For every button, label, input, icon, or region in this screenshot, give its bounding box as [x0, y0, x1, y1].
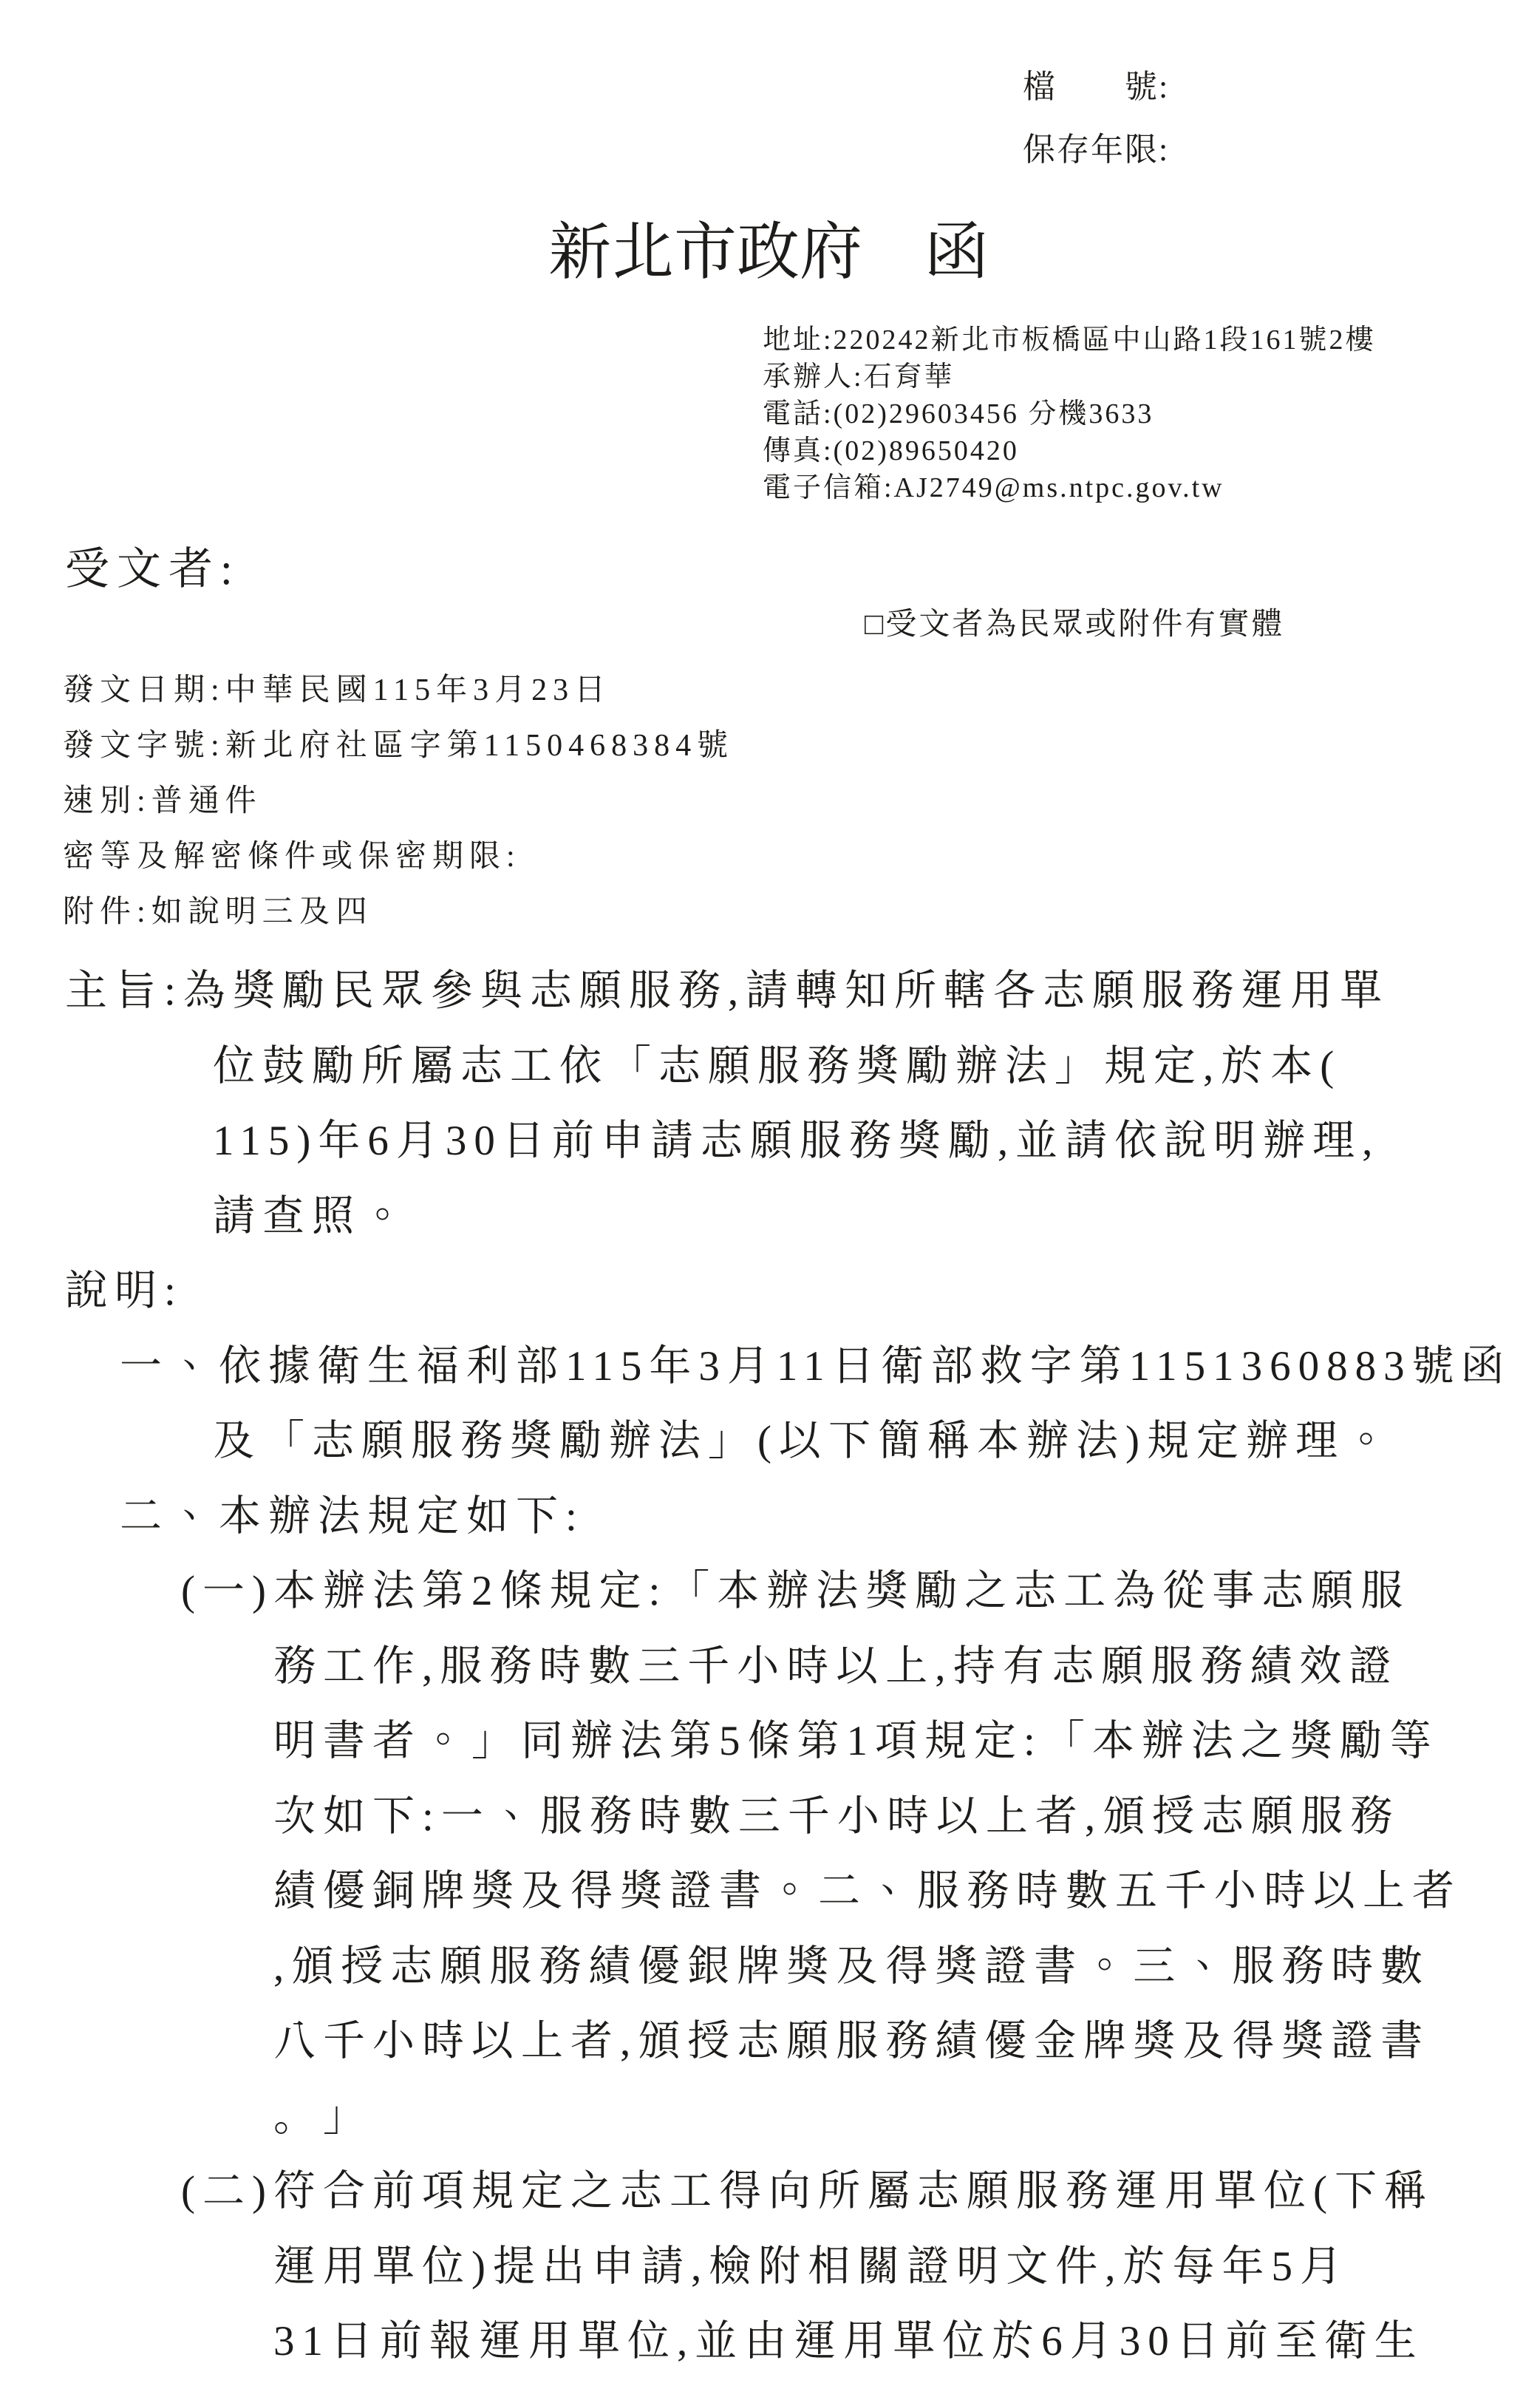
body-line: 主旨:為獎勵民眾參與志願服務,請轉知所轄各志願服務運用單 — [65, 968, 1390, 1014]
metadata-line: 附件:如說明三及四 — [63, 895, 373, 929]
retention-period-label: 保存年限: — [1023, 132, 1170, 168]
contact-email: 電子信箱:AJ2749@ms.ntpc.gov.tw — [763, 472, 1224, 503]
body-line: ,頒授志願服務績優銀牌獎及得獎證書。三、服務時數 — [273, 1942, 1431, 1990]
body-line: 八千小時以上者,頒授志願服務績優金牌獎及得獎證書 — [273, 2018, 1431, 2064]
metadata-line: 發文字號:新北府社區字第1150468384號 — [63, 729, 735, 763]
body-line: 說明: — [65, 1268, 183, 1314]
metadata-line: 發文日期:中華民國115年3月23日 — [63, 673, 612, 707]
body-line: (二)符合前項規定之志工得向所屬志願服務運用單位(下稱 — [181, 2168, 1434, 2214]
body-line: 明書者。」同辦法第5條第1項規定:「本辦法之獎勵等 — [273, 1718, 1439, 1764]
document-title: 新北市政府 函 — [548, 218, 989, 288]
body-line: 31日前報運用單位,並由運用單位於6月30日前至衛生 — [273, 2318, 1424, 2365]
contact-block — [763, 322, 1376, 506]
body-line: 績優銅牌獎及得獎證書。二、服務時數五千小時以上者 — [273, 1868, 1462, 1914]
contact-phone: 電話:(02)29603456 分機3633 — [763, 398, 1154, 429]
body-line: 及「志願服務獎勵辦法」(以下簡稱本辦法)規定辦理。 — [213, 1418, 1394, 1464]
body-line: 一、依據衛生福利部115年3月11日衛部救字第1151360883號函 — [120, 1342, 1511, 1390]
recipient-type-checkbox-line: □受文者為民眾或附件有實體 — [865, 608, 1285, 642]
issuance-metadata — [63, 663, 734, 940]
body-line: (一)本辦法第2條規定:「本辦法獎勵之志工為從事志願服 — [181, 1568, 1411, 1614]
metadata-line: 密等及解密條件或保密期限: — [63, 840, 521, 874]
body-line: 運用單位)提出申請,檢附相關證明文件,於每年5月 — [273, 2243, 1349, 2290]
recipient-label: 受文者: — [65, 545, 240, 594]
agency-address: 地址:220242新北市板橋區中山路1段161號2樓 — [763, 324, 1376, 356]
document-body — [0, 953, 1540, 2379]
body-line: 次如下:一、服務時數三千小時以上者,頒授志願服務 — [273, 1792, 1400, 1840]
body-line: 二、本辦法規定如下: — [120, 1492, 585, 1540]
body-line: 請查照。 — [213, 1192, 411, 1240]
contact-fax: 傳真:(02)89650420 — [763, 435, 1019, 466]
file-number-label: 檔 號: — [1023, 69, 1170, 105]
body-line: 。」 — [273, 2093, 372, 2140]
body-line: 115)年6月30日前申請志願服務獎勵,並請依說明辦理, — [213, 1118, 1380, 1164]
contact-person: 承辦人:石育華 — [763, 361, 955, 392]
body-line: 務工作,服務時數三千小時以上,持有志願服務績效證 — [273, 1642, 1399, 1690]
body-line: 位鼓勵所屬志工依「志願服務獎勵辦法」規定,於本( — [213, 1042, 1342, 1089]
archive-header — [1023, 55, 1169, 181]
metadata-line: 速別:普通件 — [63, 784, 262, 818]
